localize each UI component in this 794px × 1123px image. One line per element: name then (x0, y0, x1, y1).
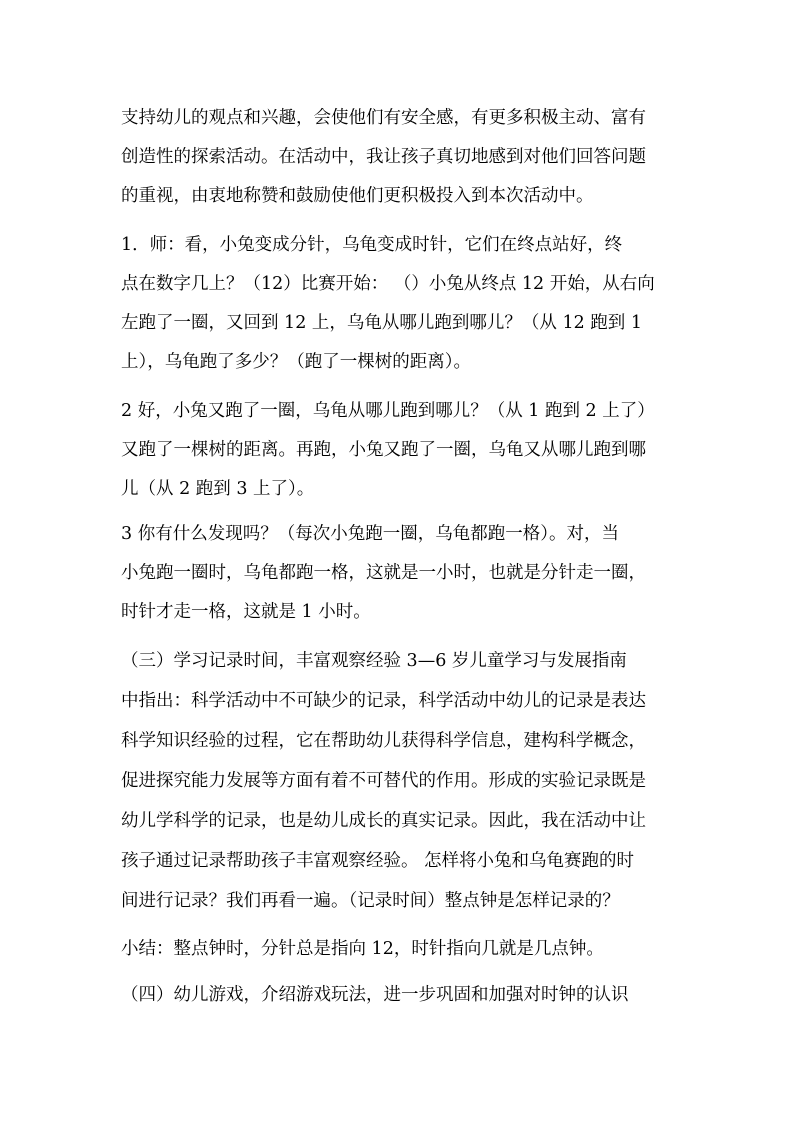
text-line: 小兔跑一圈时，乌龟都跑一格，这就是一小时，也就是分针走一圈， (121, 563, 646, 583)
text-line: 2 好，小兔又跑了一圈，乌龟从哪儿跑到哪儿？（从 1 跑到 2 上了） (121, 401, 655, 421)
text-line: 小结：整点钟时，分针总是指向 12，时针指向几就是几点钟。 (121, 939, 604, 959)
text-line: 点在数字几上？（12）比赛开始： （）小兔从终点 12 开始，从右向 (121, 274, 655, 294)
text-line: 的重视，由衷地称赞和鼓励使他们更积极投入到本次活动中。 (121, 186, 594, 206)
text-line: 孩子通过记录帮助孩子丰富观察经验。 怎样将小兔和乌龟赛跑的时 (121, 851, 635, 871)
text-line: 儿（从 2 跑到 3 上了）。 (121, 479, 315, 499)
text-line: 幼儿学科学的记录，也是幼儿成长的真实记录。因此，我在活动中让 (121, 811, 646, 831)
text-line: 间进行记录？我们再看一遍。（记录时间）整点钟是怎样记录的？ (121, 891, 620, 911)
text-line: 中指出：科学活动中不可缺少的记录，科学活动中幼儿的记录是表达 (121, 691, 646, 711)
text-line: 上），乌龟跑了多少？（跑了一棵树的距离）。 (121, 352, 471, 372)
text-line: 支持幼儿的观点和兴趣，会使他们有安全感，有更多积极主动、富有 (121, 108, 646, 128)
text-line: 3 你有什么发现吗？（每次小兔跑一圈，乌龟都跑一格）。对，当 (121, 524, 619, 544)
text-line: 又跑了一棵树的距离。再跑，小兔又跑了一圈，乌龟又从哪儿跑到哪 (121, 440, 646, 460)
text-line: 科学知识经验的过程，它在帮助幼儿获得科学信息，建构科学概念， (121, 731, 646, 751)
text-line: 时针才走一格，这就是 1 小时。 (121, 602, 371, 622)
text-line: 创造性的探索活动。在活动中，我让孩子真切地感到对他们回答问题 (121, 147, 646, 167)
text-line: （三）学习记录时间，丰富观察经验 3—6 岁儿童学习与发展指南 (121, 651, 627, 671)
text-line: （四）幼儿游戏，介绍游戏玩法，进一步巩固和加强对时钟的认识 (121, 985, 629, 1005)
text-line: 左跑了一圈，又回到 12 上，乌龟从哪儿跑到哪儿？（从 12 跑到 1 (121, 313, 642, 333)
text-line: 1．师：看，小兔变成分针，乌龟变成时针，它们在终点站好，终 (121, 235, 623, 255)
text-line: 促进探究能力发展等方面有着不可替代的作用。形成的实验记录既是 (121, 771, 646, 791)
